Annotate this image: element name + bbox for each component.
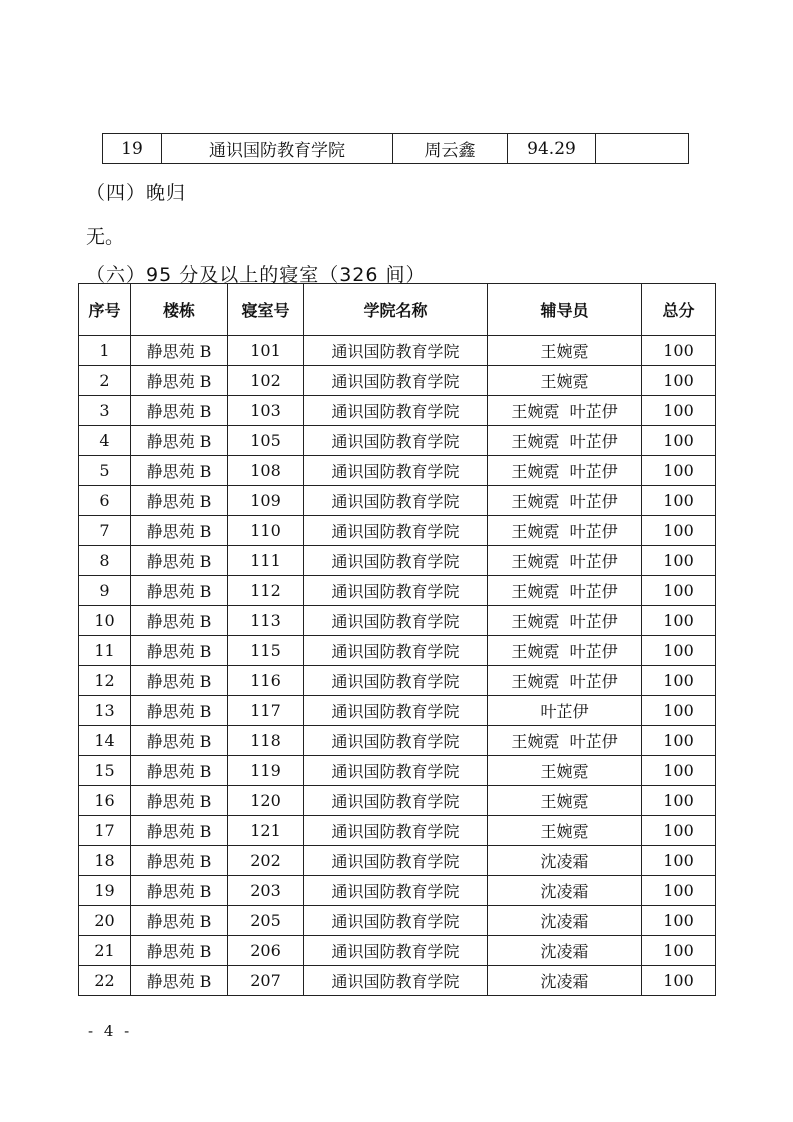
cell-building: 静思苑 B: [131, 696, 228, 726]
cell-index: 8: [79, 546, 131, 576]
cell-score: 100: [642, 756, 716, 786]
cell-counselor: 沈凌霜: [488, 966, 642, 996]
cell-score: 100: [642, 876, 716, 906]
cell-building: 静思苑 B: [131, 486, 228, 516]
cell-counselor: 王婉霓 叶芷伊: [488, 666, 642, 696]
column-header-counselor: 辅导员: [488, 284, 642, 336]
table-row: [79, 696, 716, 726]
table-row: [79, 366, 716, 396]
cell-room: 113: [228, 606, 304, 636]
cell-college: 通识国防教育学院: [304, 366, 488, 396]
cell-college: 通识国防教育学院: [304, 516, 488, 546]
cell-college: 通识国防教育学院: [304, 906, 488, 936]
cell-building: 静思苑 B: [131, 426, 228, 456]
cell-index: 12: [79, 666, 131, 696]
cell-counselor: 王婉霓: [488, 366, 642, 396]
cell-counselor: 沈凌霜: [488, 936, 642, 966]
cell-room: 203: [228, 876, 304, 906]
table-row: [79, 666, 716, 696]
cell-counselor: 王婉霓: [488, 786, 642, 816]
cell-counselor: 王婉霓 叶芷伊: [488, 636, 642, 666]
cell-index: 5: [79, 456, 131, 486]
cell-score: 100: [642, 936, 716, 966]
cell-score: 100: [642, 666, 716, 696]
table-header-row: [79, 284, 716, 336]
cell-counselor: 叶芷伊: [488, 696, 642, 726]
cell-counselor: 沈凌霜: [488, 906, 642, 936]
cell-room: 116: [228, 666, 304, 696]
cell-college: 通识国防教育学院: [304, 936, 488, 966]
cell-building: 静思苑 B: [131, 396, 228, 426]
table-cell: 通识国防教育学院: [162, 134, 393, 164]
cell-building: 静思苑 B: [131, 366, 228, 396]
cell-counselor: 沈凌霜: [488, 846, 642, 876]
table-cell: 周云鑫: [393, 134, 508, 164]
cell-score: 100: [642, 456, 716, 486]
table-row: [79, 636, 716, 666]
dorm-score-table: [78, 283, 716, 996]
cell-index: 18: [79, 846, 131, 876]
section-text-none: 无。: [86, 226, 125, 248]
cell-index: 14: [79, 726, 131, 756]
cell-index: 3: [79, 396, 131, 426]
cell-college: 通识国防教育学院: [304, 696, 488, 726]
cell-college: 通识国防教育学院: [304, 456, 488, 486]
cell-counselor: 王婉霓: [488, 816, 642, 846]
table-row: [79, 906, 716, 936]
table-row: [79, 396, 716, 426]
table-cell: [596, 134, 689, 164]
cell-index: 21: [79, 936, 131, 966]
cell-counselor: 王婉霓 叶芷伊: [488, 726, 642, 756]
table-row: [79, 756, 716, 786]
column-header-room: 寝室号: [228, 284, 304, 336]
cell-college: 通识国防教育学院: [304, 546, 488, 576]
table-row: [79, 966, 716, 996]
cell-index: 22: [79, 966, 131, 996]
cell-counselor: 王婉霓 叶芷伊: [488, 486, 642, 516]
cell-building: 静思苑 B: [131, 336, 228, 366]
cell-college: 通识国防教育学院: [304, 396, 488, 426]
table-row: [79, 816, 716, 846]
table-row: [79, 486, 716, 516]
cell-room: 119: [228, 756, 304, 786]
cell-room: 108: [228, 456, 304, 486]
table-row: [79, 606, 716, 636]
cell-college: 通识国防教育学院: [304, 726, 488, 756]
cell-building: 静思苑 B: [131, 846, 228, 876]
cell-score: 100: [642, 606, 716, 636]
cell-counselor: 王婉霓 叶芷伊: [488, 576, 642, 606]
cell-index: 20: [79, 906, 131, 936]
page-number: - 4 -: [88, 1022, 133, 1040]
cell-index: 17: [79, 816, 131, 846]
cell-building: 静思苑 B: [131, 576, 228, 606]
cell-score: 100: [642, 906, 716, 936]
cell-building: 静思苑 B: [131, 876, 228, 906]
cell-college: 通识国防教育学院: [304, 756, 488, 786]
cell-score: 100: [642, 336, 716, 366]
cell-room: 206: [228, 936, 304, 966]
cell-room: 102: [228, 366, 304, 396]
cell-room: 118: [228, 726, 304, 756]
cell-college: 通识国防教育学院: [304, 816, 488, 846]
table-row: [79, 936, 716, 966]
cell-score: 100: [642, 396, 716, 426]
cell-index: 2: [79, 366, 131, 396]
cell-score: 100: [642, 636, 716, 666]
table-row: [79, 546, 716, 576]
cell-college: 通识国防教育学院: [304, 426, 488, 456]
cell-building: 静思苑 B: [131, 936, 228, 966]
cell-building: 静思苑 B: [131, 966, 228, 996]
cell-score: 100: [642, 726, 716, 756]
cell-index: 13: [79, 696, 131, 726]
cell-college: 通识国防教育学院: [304, 966, 488, 996]
cell-counselor: 王婉霓: [488, 756, 642, 786]
previous-table: [102, 133, 689, 164]
table-row: [79, 846, 716, 876]
cell-building: 静思苑 B: [131, 516, 228, 546]
cell-index: 16: [79, 786, 131, 816]
column-header-index: 序号: [79, 284, 131, 336]
cell-index: 15: [79, 756, 131, 786]
cell-score: 100: [642, 486, 716, 516]
table-cell: 19: [103, 134, 162, 164]
cell-score: 100: [642, 516, 716, 546]
cell-room: 115: [228, 636, 304, 666]
cell-college: 通识国防教育学院: [304, 606, 488, 636]
cell-room: 117: [228, 696, 304, 726]
cell-room: 120: [228, 786, 304, 816]
cell-college: 通识国防教育学院: [304, 666, 488, 696]
cell-room: 105: [228, 426, 304, 456]
cell-college: 通识国防教育学院: [304, 486, 488, 516]
cell-college: 通识国防教育学院: [304, 876, 488, 906]
cell-counselor: 王婉霓 叶芷伊: [488, 396, 642, 426]
cell-room: 121: [228, 816, 304, 846]
cell-counselor: 王婉霓 叶芷伊: [488, 606, 642, 636]
cell-college: 通识国防教育学院: [304, 786, 488, 816]
cell-college: 通识国防教育学院: [304, 846, 488, 876]
cell-counselor: 王婉霓 叶芷伊: [488, 546, 642, 576]
cell-college: 通识国防教育学院: [304, 336, 488, 366]
cell-score: 100: [642, 696, 716, 726]
table-row: [79, 516, 716, 546]
cell-index: 10: [79, 606, 131, 636]
cell-building: 静思苑 B: [131, 606, 228, 636]
cell-score: 100: [642, 426, 716, 456]
column-header-building: 楼栋: [131, 284, 228, 336]
cell-building: 静思苑 B: [131, 786, 228, 816]
table-body: [79, 336, 716, 996]
cell-score: 100: [642, 966, 716, 996]
cell-building: 静思苑 B: [131, 756, 228, 786]
cell-index: 4: [79, 426, 131, 456]
column-header-college: 学院名称: [304, 284, 488, 336]
table-row: [79, 786, 716, 816]
cell-building: 静思苑 B: [131, 906, 228, 936]
section-heading-top-dorms: （六）95 分及以上的寝室（326 间）: [86, 264, 426, 286]
cell-room: 112: [228, 576, 304, 606]
cell-building: 静思苑 B: [131, 636, 228, 666]
cell-counselor: 王婉霓 叶芷伊: [488, 426, 642, 456]
table-row: [79, 426, 716, 456]
cell-building: 静思苑 B: [131, 726, 228, 756]
table-row: [103, 134, 689, 164]
table-row: [79, 336, 716, 366]
cell-room: 207: [228, 966, 304, 996]
cell-counselor: 王婉霓: [488, 336, 642, 366]
cell-room: 101: [228, 336, 304, 366]
table-row: [79, 876, 716, 906]
cell-index: 11: [79, 636, 131, 666]
cell-room: 109: [228, 486, 304, 516]
cell-building: 静思苑 B: [131, 456, 228, 486]
cell-score: 100: [642, 786, 716, 816]
cell-room: 205: [228, 906, 304, 936]
cell-score: 100: [642, 846, 716, 876]
section-heading-late-return: （四）晚归: [86, 182, 187, 204]
cell-college: 通识国防教育学院: [304, 636, 488, 666]
cell-counselor: 王婉霓 叶芷伊: [488, 516, 642, 546]
cell-building: 静思苑 B: [131, 666, 228, 696]
table-row: [79, 726, 716, 756]
cell-score: 100: [642, 816, 716, 846]
cell-score: 100: [642, 546, 716, 576]
cell-room: 110: [228, 516, 304, 546]
cell-index: 1: [79, 336, 131, 366]
table-row: [79, 576, 716, 606]
cell-room: 111: [228, 546, 304, 576]
cell-room: 103: [228, 396, 304, 426]
cell-room: 202: [228, 846, 304, 876]
cell-index: 19: [79, 876, 131, 906]
cell-index: 9: [79, 576, 131, 606]
cell-building: 静思苑 B: [131, 546, 228, 576]
cell-college: 通识国防教育学院: [304, 576, 488, 606]
column-header-score: 总分: [642, 284, 716, 336]
table-row: [79, 456, 716, 486]
cell-score: 100: [642, 366, 716, 396]
table-cell: 94.29: [508, 134, 596, 164]
cell-index: 6: [79, 486, 131, 516]
cell-counselor: 王婉霓 叶芷伊: [488, 456, 642, 486]
cell-building: 静思苑 B: [131, 816, 228, 846]
cell-counselor: 沈凌霜: [488, 876, 642, 906]
cell-index: 7: [79, 516, 131, 546]
cell-score: 100: [642, 576, 716, 606]
